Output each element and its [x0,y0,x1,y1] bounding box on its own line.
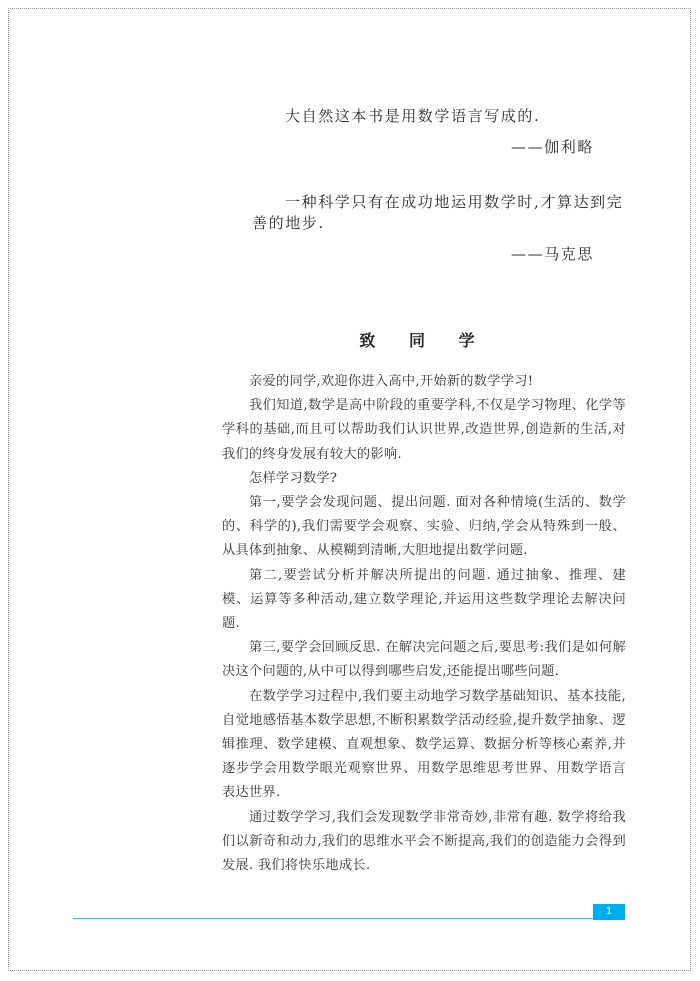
paragraph: 怎样学习数学? [249,470,338,486]
letter-body [222,370,626,878]
page-title: 致 同 学 [359,331,489,350]
epigraph-text: 大自然这本书是用数学语言写成的. [285,107,541,125]
paragraph: 在数学学习过程中,我们要主动地学习数学基础知识、基本技能,自觉地感悟基本数学思想,不断积累数学活动经验,提升数学抽象、逻辑推理、数学建模、直观想象、数学运算、数据分析等核心素养,并逐步学会用数学眼光观察世界、用数学思维思考世界、用数学语言表达世界. [222,688,626,801]
footer-rule [73,918,593,919]
paragraph: 第三,要学会回顾反思. 在解决完问题之后,要思考:我们是如何解决这个问题的,从中可以得到哪些启发,还能提出哪些问题. [222,640,626,680]
paragraph: 通过数学学习,我们会发现数学非常奇妙,非常有趣. 数学将给我们以新奇和动力,我们的思维水平会不断提高,我们的创造能力会得到发展. 我们将快乐地成长. [222,809,626,874]
epigraph-attribution: ——伽利略 [510,138,594,156]
epigraph-galileo [252,106,628,158]
epigraph-attribution: ——马克思 [510,245,594,263]
page-number-badge: 1 [593,904,625,920]
paragraph: 我们知道,数学是高中阶段的重要学科,不仅是学习物理、化学等学科的基础,而且可以帮助我们认识世界,改造世界,创造新的生活,对我们的终身发展有较大的影响. [222,398,626,462]
epigraph-text: 一种科学只有在成功地运用数学时,才算达到完善的地步. [252,193,624,232]
paragraph: 第一,要学会发现问题、提出问题. 面对各种情境(生活的、数学的、科学的),我们需要学会观察、实验、归纳,学会从特殊到一般、从具体到抽象、从模糊到清晰,大胆地提出数学问题. [222,495,626,559]
epigraph-section [252,106,628,265]
paragraph: 第二,要尝试分析并解决所提出的问题. 通过抽象、推理、建模、运算等多种活动,建立数学理论,并运用这些数学理论去解决问题. [222,567,626,632]
paragraph: 亲爱的同学,欢迎你进入高中,开始新的数学学习! [249,374,534,389]
epigraph-marx [252,192,628,265]
